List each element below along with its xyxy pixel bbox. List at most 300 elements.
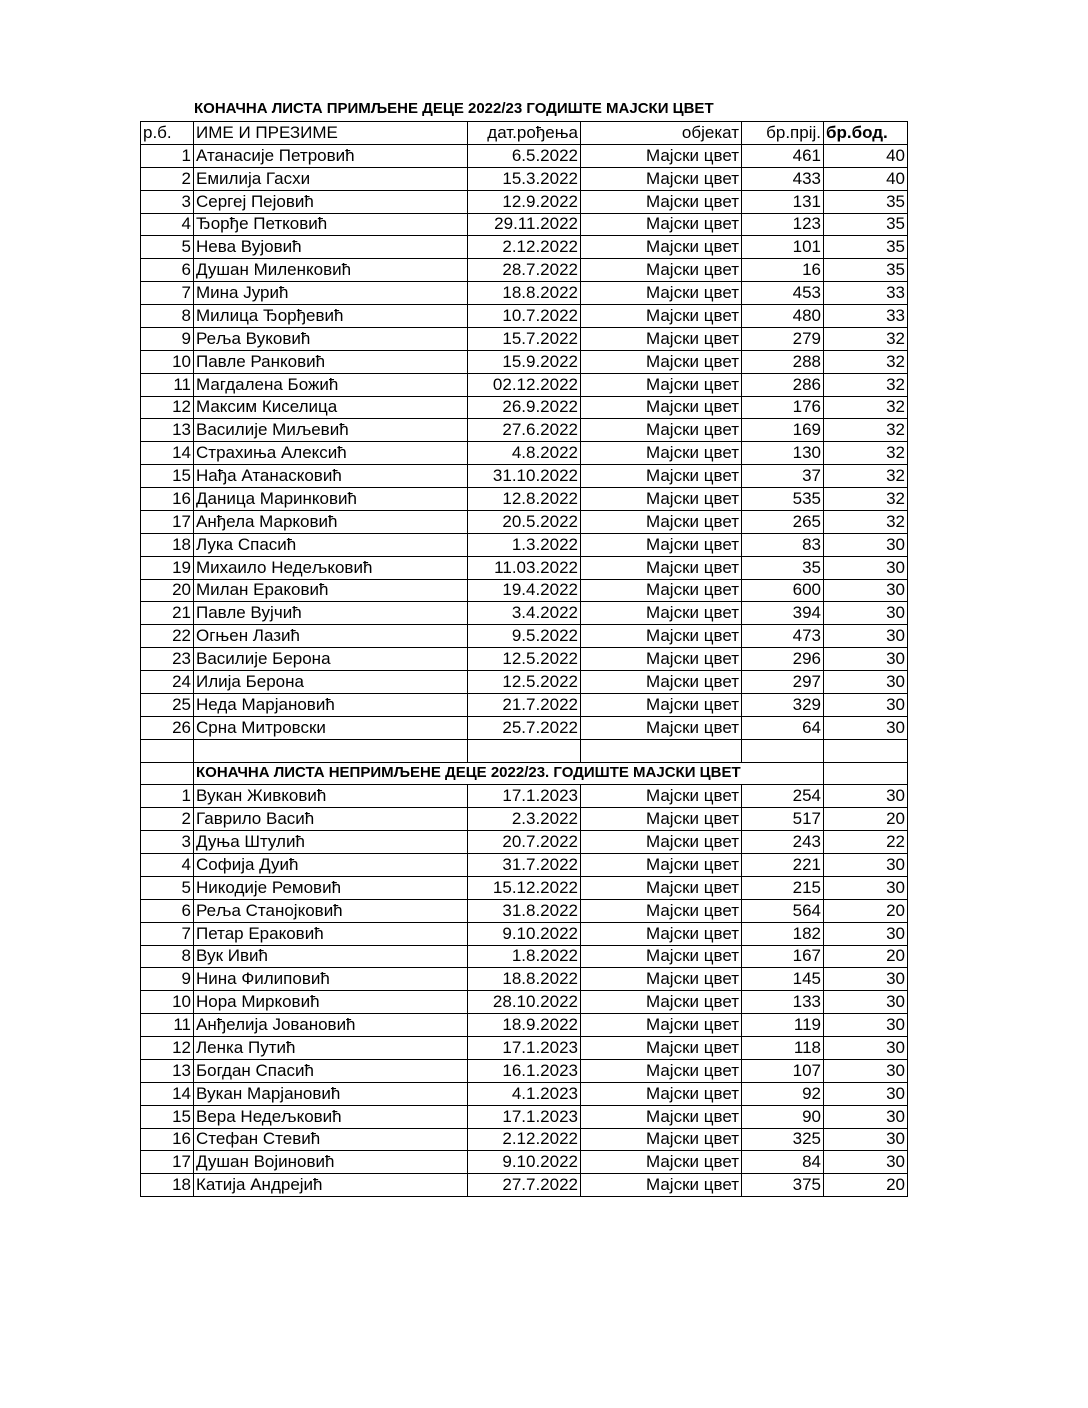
table-row: [141, 648, 908, 671]
points: 30: [824, 648, 908, 671]
facility: Мајски цвет: [581, 1082, 742, 1105]
points: 32: [824, 327, 908, 350]
facility: Мајски цвет: [581, 876, 742, 899]
child-name: Вукан Марјановић: [194, 1082, 468, 1105]
row-number: 8: [141, 945, 194, 968]
points: 33: [824, 282, 908, 305]
table-row: [141, 465, 908, 488]
application-number: 169: [742, 419, 824, 442]
row-number: 10: [141, 350, 194, 373]
birth-date: 3.4.2022: [468, 602, 581, 625]
birth-date: 2.12.2022: [468, 236, 581, 259]
application-number: 131: [742, 190, 824, 213]
birth-date: 31.7.2022: [468, 854, 581, 877]
row-number: 3: [141, 831, 194, 854]
empty-cell: [742, 739, 824, 762]
child-name: Срна Митровски: [194, 716, 468, 739]
application-number: 461: [742, 144, 824, 167]
empty-cell: [581, 739, 742, 762]
empty-cell: [824, 762, 908, 785]
application-number: 90: [742, 1105, 824, 1128]
application-number: 64: [742, 716, 824, 739]
application-number: 433: [742, 167, 824, 190]
facility: Мајски цвет: [581, 922, 742, 945]
table-header-row: [141, 122, 908, 145]
facility: Мајски цвет: [581, 167, 742, 190]
row-number: 3: [141, 190, 194, 213]
birth-date: 20.7.2022: [468, 831, 581, 854]
birth-date: 9.10.2022: [468, 1151, 581, 1174]
child-name: Страхиња Алексић: [194, 442, 468, 465]
facility: Мајски цвет: [581, 282, 742, 305]
points: 32: [824, 488, 908, 511]
application-number: 83: [742, 533, 824, 556]
child-name: Реља Станојковић: [194, 899, 468, 922]
birth-date: 25.7.2022: [468, 716, 581, 739]
table-row: [141, 144, 908, 167]
facility: Мајски цвет: [581, 190, 742, 213]
facility: Мајски цвет: [581, 1151, 742, 1174]
child-name: Анђела Марковић: [194, 510, 468, 533]
child-name: Огњен Лазић: [194, 625, 468, 648]
facility: Мајски цвет: [581, 236, 742, 259]
birth-date: 28.7.2022: [468, 259, 581, 282]
facility: Мајски цвет: [581, 259, 742, 282]
row-number: 20: [141, 579, 194, 602]
row-number: 18: [141, 533, 194, 556]
application-number: 394: [742, 602, 824, 625]
row-number: 16: [141, 488, 194, 511]
birth-date: 17.1.2023: [468, 1037, 581, 1060]
points: 30: [824, 991, 908, 1014]
row-number: 17: [141, 510, 194, 533]
table-row: [141, 510, 908, 533]
child-name: Катија Андрејић: [194, 1174, 468, 1197]
row-number: 9: [141, 968, 194, 991]
points: 32: [824, 442, 908, 465]
child-name: Анђелија Јовановић: [194, 1014, 468, 1037]
row-number: 5: [141, 236, 194, 259]
child-name: Неда Марјановић: [194, 693, 468, 716]
birth-date: 15.12.2022: [468, 876, 581, 899]
table-row: [141, 259, 908, 282]
facility: Мајски цвет: [581, 648, 742, 671]
facility: Мајски цвет: [581, 579, 742, 602]
facility: Мајски цвет: [581, 899, 742, 922]
facility: Мајски цвет: [581, 556, 742, 579]
points: 30: [824, 854, 908, 877]
row-number: 6: [141, 259, 194, 282]
birth-date: 2.3.2022: [468, 808, 581, 831]
points: 22: [824, 831, 908, 854]
facility: Мајски цвет: [581, 693, 742, 716]
application-number: 473: [742, 625, 824, 648]
points: 30: [824, 1059, 908, 1082]
header-points: бр.бод.: [824, 122, 908, 145]
empty-cell: [468, 739, 581, 762]
application-number: 119: [742, 1014, 824, 1037]
points: 32: [824, 350, 908, 373]
application-number: 535: [742, 488, 824, 511]
points: 30: [824, 671, 908, 694]
application-number: 453: [742, 282, 824, 305]
child-name: Сергеј Пејовић: [194, 190, 468, 213]
table-row: [141, 808, 908, 831]
child-name: Павле Вујчић: [194, 602, 468, 625]
points: 30: [824, 1037, 908, 1060]
birth-date: 15.7.2022: [468, 327, 581, 350]
points: 35: [824, 190, 908, 213]
application-number: 35: [742, 556, 824, 579]
row-number: 6: [141, 899, 194, 922]
table-row: [141, 1082, 908, 1105]
facility: Мајски цвет: [581, 327, 742, 350]
table-row: [141, 167, 908, 190]
child-name: Василије Миљевић: [194, 419, 468, 442]
row-number: 14: [141, 1082, 194, 1105]
birth-date: 19.4.2022: [468, 579, 581, 602]
facility: Мајски цвет: [581, 785, 742, 808]
birth-date: 12.5.2022: [468, 671, 581, 694]
application-number: 84: [742, 1151, 824, 1174]
application-number: 118: [742, 1037, 824, 1060]
header-object: објекат: [581, 122, 742, 145]
table-row: [141, 579, 908, 602]
child-name: Гаврило Васић: [194, 808, 468, 831]
table-row: [141, 602, 908, 625]
row-number: 21: [141, 602, 194, 625]
row-number: 19: [141, 556, 194, 579]
table-row: [141, 785, 908, 808]
application-number: 133: [742, 991, 824, 1014]
child-name: Ленка Путић: [194, 1037, 468, 1060]
facility: Мајски цвет: [581, 305, 742, 328]
row-number: 8: [141, 305, 194, 328]
points: 30: [824, 876, 908, 899]
application-number: 517: [742, 808, 824, 831]
birth-date: 31.10.2022: [468, 465, 581, 488]
table-row: [141, 922, 908, 945]
points: 30: [824, 533, 908, 556]
child-name: Илија Берона: [194, 671, 468, 694]
application-number: 254: [742, 785, 824, 808]
points: 30: [824, 968, 908, 991]
application-number: 243: [742, 831, 824, 854]
birth-date: 6.5.2022: [468, 144, 581, 167]
application-number: 167: [742, 945, 824, 968]
birth-date: 27.7.2022: [468, 1174, 581, 1197]
points: 30: [824, 625, 908, 648]
header-date: дат.рођења: [468, 122, 581, 145]
table-row: [141, 876, 908, 899]
birth-date: 18.8.2022: [468, 968, 581, 991]
table-row: [141, 1059, 908, 1082]
child-name: Нађа Атанасковић: [194, 465, 468, 488]
child-name: Вук Ивић: [194, 945, 468, 968]
facility: Мајски цвет: [581, 442, 742, 465]
child-name: Вера Недељковић: [194, 1105, 468, 1128]
points: 30: [824, 693, 908, 716]
row-number: 23: [141, 648, 194, 671]
child-name: Максим Киселица: [194, 396, 468, 419]
table-row: [141, 899, 908, 922]
facility: Мајски цвет: [581, 808, 742, 831]
child-name: Милан Ераковић: [194, 579, 468, 602]
points: 33: [824, 305, 908, 328]
facility: Мајски цвет: [581, 1105, 742, 1128]
birth-date: 1.3.2022: [468, 533, 581, 556]
points: 30: [824, 1082, 908, 1105]
table-row: [141, 556, 908, 579]
birth-date: 17.1.2023: [468, 1105, 581, 1128]
child-name: Емилија Гасхи: [194, 167, 468, 190]
child-name: Стефан Стевић: [194, 1128, 468, 1151]
birth-date: 29.11.2022: [468, 213, 581, 236]
table-row: [141, 854, 908, 877]
table-row: [141, 1174, 908, 1197]
child-name: Нева Вујовић: [194, 236, 468, 259]
birth-date: 15.3.2022: [468, 167, 581, 190]
birth-date: 12.8.2022: [468, 488, 581, 511]
points: 35: [824, 213, 908, 236]
child-name: Милица Ђорђевић: [194, 305, 468, 328]
facility: Мајски цвет: [581, 625, 742, 648]
points: 40: [824, 144, 908, 167]
facility: Мајски цвет: [581, 419, 742, 442]
facility: Мајски цвет: [581, 1037, 742, 1060]
table-row: [141, 213, 908, 236]
birth-date: 11.03.2022: [468, 556, 581, 579]
facility: Мајски цвет: [581, 1128, 742, 1151]
table-row: [141, 419, 908, 442]
child-name: Магдалена Божић: [194, 373, 468, 396]
birth-date: 02.12.2022: [468, 373, 581, 396]
table-row: [141, 991, 908, 1014]
row-number: 11: [141, 373, 194, 396]
application-number: 286: [742, 373, 824, 396]
points: 32: [824, 373, 908, 396]
child-name: Михаило Недељковић: [194, 556, 468, 579]
empty-cell: [194, 739, 468, 762]
birth-date: 31.8.2022: [468, 899, 581, 922]
points: 30: [824, 1014, 908, 1037]
row-number: 4: [141, 854, 194, 877]
application-number: 130: [742, 442, 824, 465]
table-row: [141, 671, 908, 694]
application-number: 16: [742, 259, 824, 282]
table-row: [141, 1105, 908, 1128]
application-number: 279: [742, 327, 824, 350]
birth-date: 16.1.2023: [468, 1059, 581, 1082]
child-name: Ђорђе Петковић: [194, 213, 468, 236]
table-row: [141, 350, 908, 373]
birth-date: 4.8.2022: [468, 442, 581, 465]
row-number: 24: [141, 671, 194, 694]
table-row: [141, 945, 908, 968]
table-row: [141, 305, 908, 328]
row-number: 5: [141, 876, 194, 899]
child-name: Мина Јурић: [194, 282, 468, 305]
table-row: [141, 831, 908, 854]
application-number: 182: [742, 922, 824, 945]
points: 30: [824, 922, 908, 945]
facility: Мајски цвет: [581, 510, 742, 533]
application-number: 297: [742, 671, 824, 694]
application-number: 564: [742, 899, 824, 922]
table-row: [141, 190, 908, 213]
facility: Мајски цвет: [581, 991, 742, 1014]
table-row: [141, 693, 908, 716]
application-number: 265: [742, 510, 824, 533]
admitted-list-title: КОНАЧНА ЛИСТА ПРИМЉЕНЕ ДЕЦЕ 2022/23 ГОДИШТЕ МАЈСКИ ЦВЕТ: [194, 100, 714, 117]
points: 30: [824, 1105, 908, 1128]
birth-date: 21.7.2022: [468, 693, 581, 716]
application-number: 288: [742, 350, 824, 373]
birth-date: 4.1.2023: [468, 1082, 581, 1105]
child-name: Петар Ераковић: [194, 922, 468, 945]
child-name: Реља Вуковић: [194, 327, 468, 350]
facility: Мајски цвет: [581, 1059, 742, 1082]
child-name: Софија Дуић: [194, 854, 468, 877]
child-name: Даница Маринковић: [194, 488, 468, 511]
points: 30: [824, 716, 908, 739]
facility: Мајски цвет: [581, 945, 742, 968]
not-admitted-list-title: КОНАЧНА ЛИСТА НЕПРИМЉЕНЕ ДЕЦЕ 2022/23. ГОДИШТЕ МАЈСКИ ЦВЕТ: [194, 762, 824, 785]
row-number: 22: [141, 625, 194, 648]
application-number: 221: [742, 854, 824, 877]
points: 20: [824, 945, 908, 968]
points: 30: [824, 579, 908, 602]
application-number: 101: [742, 236, 824, 259]
child-name: Василије Берона: [194, 648, 468, 671]
points: 30: [824, 1128, 908, 1151]
row-number: 12: [141, 1037, 194, 1060]
empty-cell: [141, 762, 194, 785]
birth-date: 28.10.2022: [468, 991, 581, 1014]
row-number: 15: [141, 1105, 194, 1128]
facility: Мајски цвет: [581, 533, 742, 556]
application-number: 123: [742, 213, 824, 236]
header-rb: р.б.: [141, 122, 194, 145]
table-row: [141, 533, 908, 556]
facility: Мајски цвет: [581, 373, 742, 396]
birth-date: 27.6.2022: [468, 419, 581, 442]
application-number: 37: [742, 465, 824, 488]
facility: Мајски цвет: [581, 488, 742, 511]
row-number: 12: [141, 396, 194, 419]
row-number: 26: [141, 716, 194, 739]
birth-date: 2.12.2022: [468, 1128, 581, 1151]
application-number: 215: [742, 876, 824, 899]
child-name: Вукан Живковић: [194, 785, 468, 808]
points: 32: [824, 465, 908, 488]
points: 32: [824, 396, 908, 419]
row-number: 1: [141, 785, 194, 808]
table-row: [141, 1151, 908, 1174]
child-name: Дуња Штулић: [194, 831, 468, 854]
table-row: [141, 488, 908, 511]
row-number: 17: [141, 1151, 194, 1174]
child-name: Богдан Спасић: [194, 1059, 468, 1082]
row-number: 7: [141, 922, 194, 945]
row-number: 2: [141, 808, 194, 831]
facility: Мајски цвет: [581, 144, 742, 167]
application-number: 107: [742, 1059, 824, 1082]
table-row: [141, 716, 908, 739]
facility: Мајски цвет: [581, 716, 742, 739]
table-row: [141, 1128, 908, 1151]
birth-date: 1.8.2022: [468, 945, 581, 968]
table-row: [141, 373, 908, 396]
child-name: Лука Спасић: [194, 533, 468, 556]
facility: Мајски цвет: [581, 1174, 742, 1197]
header-name: ИМЕ И ПРЕЗИМЕ: [194, 122, 468, 145]
header-app-no: бр.прij.: [742, 122, 824, 145]
not-admitted-title-row: [141, 762, 908, 785]
children-list-table: [140, 121, 908, 1197]
application-number: 480: [742, 305, 824, 328]
row-number: 2: [141, 167, 194, 190]
points: 35: [824, 259, 908, 282]
child-name: Павле Ранковић: [194, 350, 468, 373]
row-number: 11: [141, 1014, 194, 1037]
application-number: 92: [742, 1082, 824, 1105]
row-number: 16: [141, 1128, 194, 1151]
facility: Мајски цвет: [581, 350, 742, 373]
child-name: Никодије Ремовић: [194, 876, 468, 899]
table-row: [141, 442, 908, 465]
application-number: 145: [742, 968, 824, 991]
table-row: [141, 236, 908, 259]
table-row: [141, 327, 908, 350]
points: 35: [824, 236, 908, 259]
birth-date: 9.5.2022: [468, 625, 581, 648]
points: 20: [824, 899, 908, 922]
row-number: 9: [141, 327, 194, 350]
table-row: [141, 625, 908, 648]
facility: Мајски цвет: [581, 854, 742, 877]
points: 30: [824, 556, 908, 579]
row-number: 14: [141, 442, 194, 465]
child-name: Атанасије Петровић: [194, 144, 468, 167]
empty-cell: [824, 739, 908, 762]
application-number: 296: [742, 648, 824, 671]
facility: Мајски цвет: [581, 396, 742, 419]
birth-date: 18.8.2022: [468, 282, 581, 305]
row-number: 25: [141, 693, 194, 716]
row-number: 15: [141, 465, 194, 488]
application-number: 375: [742, 1174, 824, 1197]
application-number: 325: [742, 1128, 824, 1151]
table-row: [141, 396, 908, 419]
points: 20: [824, 1174, 908, 1197]
birth-date: 10.7.2022: [468, 305, 581, 328]
row-number: 18: [141, 1174, 194, 1197]
facility: Мајски цвет: [581, 1014, 742, 1037]
points: 30: [824, 785, 908, 808]
facility: Мајски цвет: [581, 213, 742, 236]
row-number: 13: [141, 419, 194, 442]
row-number: 1: [141, 144, 194, 167]
child-name: Нина Филиповић: [194, 968, 468, 991]
points: 30: [824, 602, 908, 625]
empty-cell: [141, 739, 194, 762]
child-name: Душан Војиновић: [194, 1151, 468, 1174]
birth-date: 18.9.2022: [468, 1014, 581, 1037]
table-row: [141, 282, 908, 305]
birth-date: 26.9.2022: [468, 396, 581, 419]
birth-date: 20.5.2022: [468, 510, 581, 533]
